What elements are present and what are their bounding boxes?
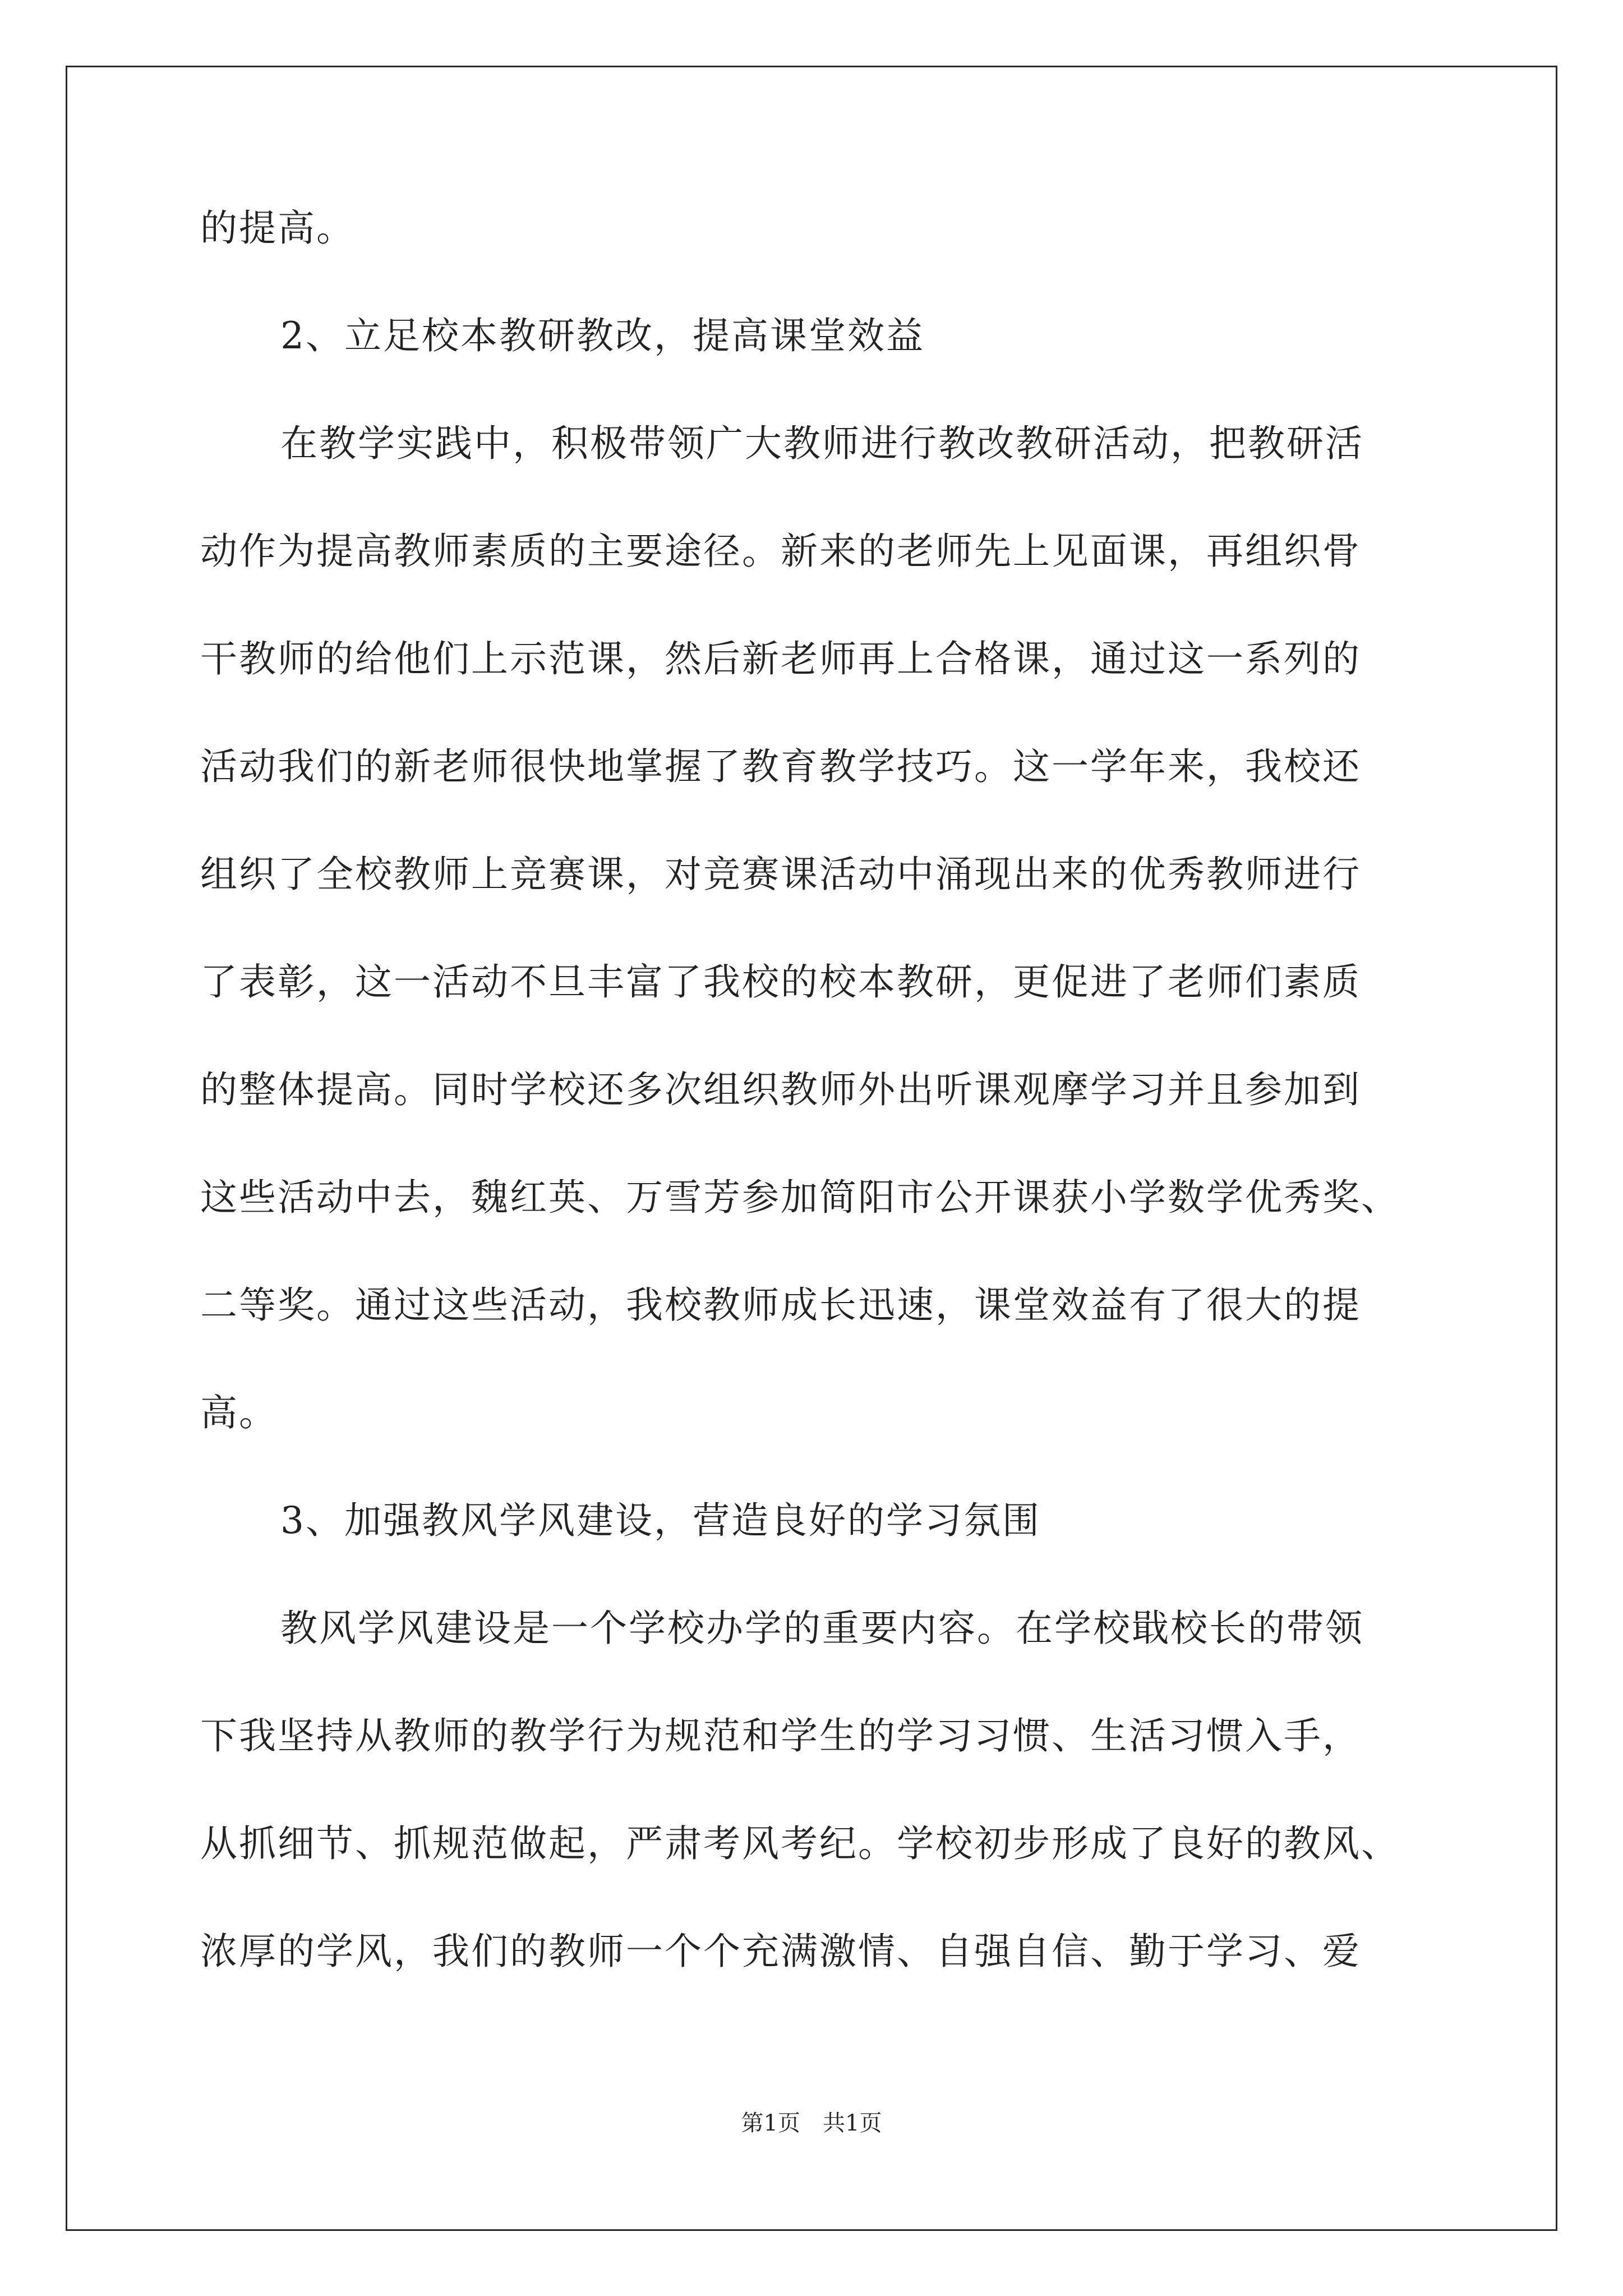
text-line: 了表彰，这一活动不旦丰富了我校的校本教研，更促进了老师们素质 [200,960,1361,1004]
text-line: 在教学实践中，积极带领广大教师进行教改教研活动，把教研活 [280,422,1364,465]
text-line: 教风学风建设是一个学校办学的重要内容。在学校戢校长的带领 [280,1607,1364,1650]
text-line: 组织了全校教师上竞赛课，对竞赛课活动中涌现出来的优秀教师进行 [200,853,1361,896]
text-line: 浓厚的学风，我们的教师一个个充满激情、自强自信、勤于学习、爱 [200,1930,1361,1973]
text-line: 下我坚持从教师的教学行为规范和学生的学习习惯、生活习惯入手， [200,1714,1361,1757]
text-line: 这些活动中去，魏红英、万雪芳参加简阳市公开课获小学数学优秀奖、 [200,1176,1400,1219]
text-line: 的提高。 [200,206,355,250]
text-line: 活动我们的新老师很快地掌握了教育教学技巧。这一学年来，我校还 [200,745,1361,788]
page-border [66,66,1557,2231]
text-line: 二等奖。通过这些活动，我校教师成长迅速，课堂效益有了很大的提 [200,1283,1361,1327]
text-line: 高。 [200,1391,278,1434]
text-line: 的整体提高。同时学校还多次组织教师外出听课观摩学习并且参加到 [200,1068,1361,1111]
text-line: 从抓细节、抓规范做起，严肃考风考纪。学校初步形成了良好的教风、 [200,1822,1400,1865]
text-line: 动作为提高教师素质的主要途径。新来的老师先上见面课，再组织骨 [200,530,1361,573]
text-line: 干教师的给他们上示范课，然后新老师再上合格课，通过这一系列的 [200,637,1361,680]
section-heading: 3、加强教风学风建设，营造良好的学习氛围 [280,1499,1041,1542]
page-number-footer: 第1页 共1页 [741,2110,882,2136]
section-heading: 2、立足校本教研教改，提高课堂效益 [280,314,925,357]
